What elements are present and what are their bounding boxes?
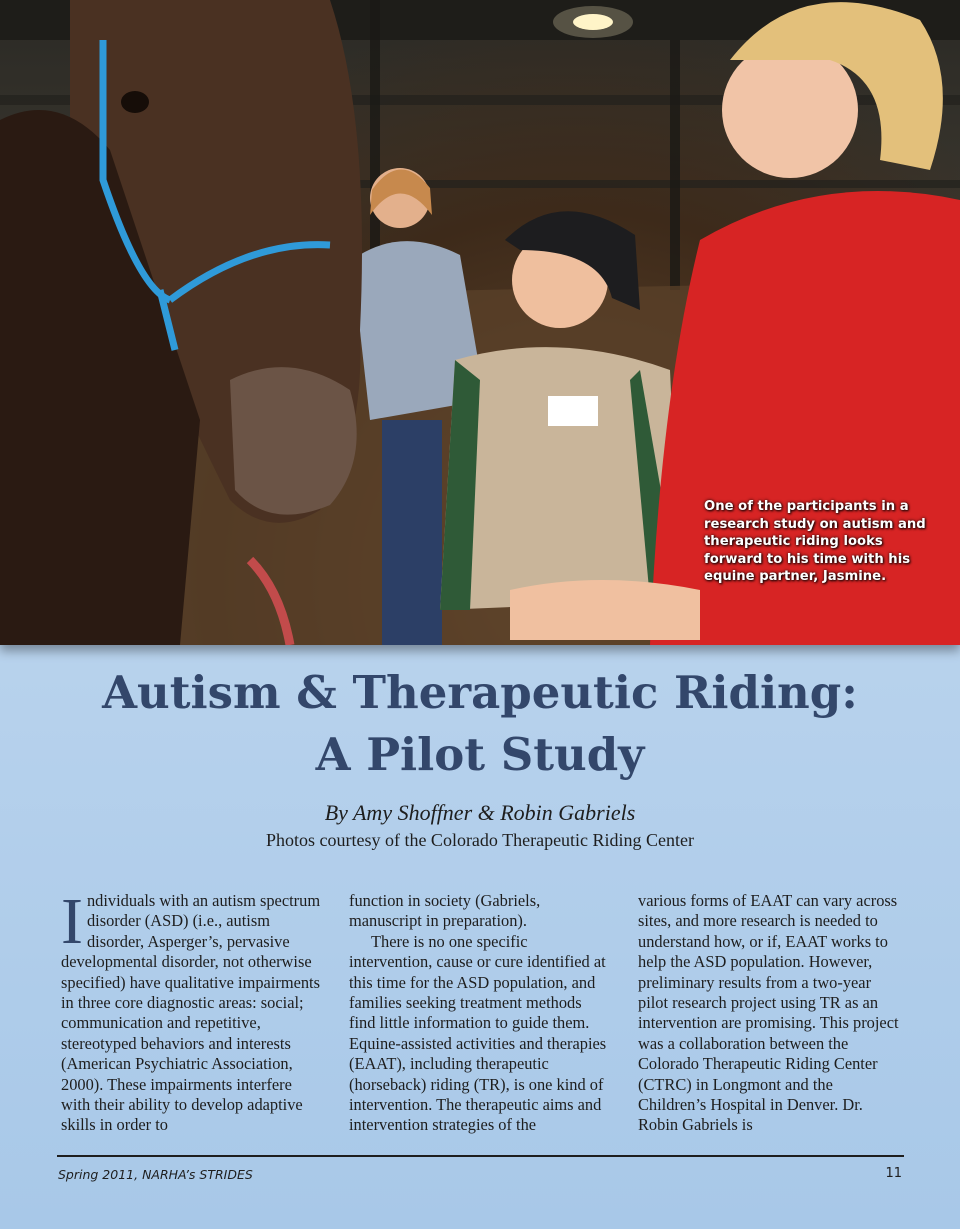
byline: By Amy Shoffner & Robin Gabriels bbox=[324, 800, 636, 825]
column-2-paragraph-1: function in society (Gabriels, manuscript in preparation). bbox=[349, 891, 541, 931]
photo-credit: Photos courtesy of the Colorado Therapeutic Riding Center bbox=[265, 830, 695, 850]
column-2-paragraph-2: There is no one specific intervention, cause or cure identified at this time for the ASD population, and families seeking treatment methods find little information to guide them. Equine-assisted activities and therapies (EAAT), including therapeutic (horseback) riding (TR), is one kind of intervention. The therapeutic aims and intervention strategies of the bbox=[349, 931, 607, 1135]
footer-issue: Spring 2011, NARHA’s STRIDES bbox=[58, 1167, 253, 1182]
photo-caption: One of the participants in a research study on autism and therapeutic riding looks forward to his time with his equine partner, Jasmine. bbox=[704, 499, 926, 584]
text-column-3 bbox=[638, 891, 900, 1136]
text-column-1 bbox=[61, 885, 323, 1136]
drop-cap: I bbox=[61, 885, 83, 958]
column-3-text: various forms of EAAT can vary across sites, and more research is needed to understand how, or if, EAAT works to help the ASD population. However, preliminary results from a two-year pilot research project using TR as an intervention are promising. This project was a collaboration between the Colorado Therapeutic Riding Center (CTRC) in Longmont and the Children’s Hospital in Denver. Dr. Robin Gabriels is bbox=[638, 891, 899, 1135]
article-title bbox=[0, 662, 960, 786]
footer-rule bbox=[57, 1155, 904, 1157]
page-number: 11 bbox=[885, 1166, 902, 1181]
title-line-1: Autism & Therapeutic Riding: bbox=[102, 666, 858, 719]
column-1-text: ndividuals with an autism spectrum disorder (ASD) (i.e., autism disorder, Asperger’s, pervasive developmental disorder, not otherwise specified) have qualitative impairments in three core diagnostic areas: social; communication and repetitive, stereotyped behaviors and interests (American Psychiatric Association, 2000). These impairments interfere with their ability to develop adaptive skills in order to bbox=[61, 891, 321, 1135]
title-line-2: A Pilot Study bbox=[315, 728, 645, 781]
text-column-2 bbox=[349, 891, 611, 1136]
